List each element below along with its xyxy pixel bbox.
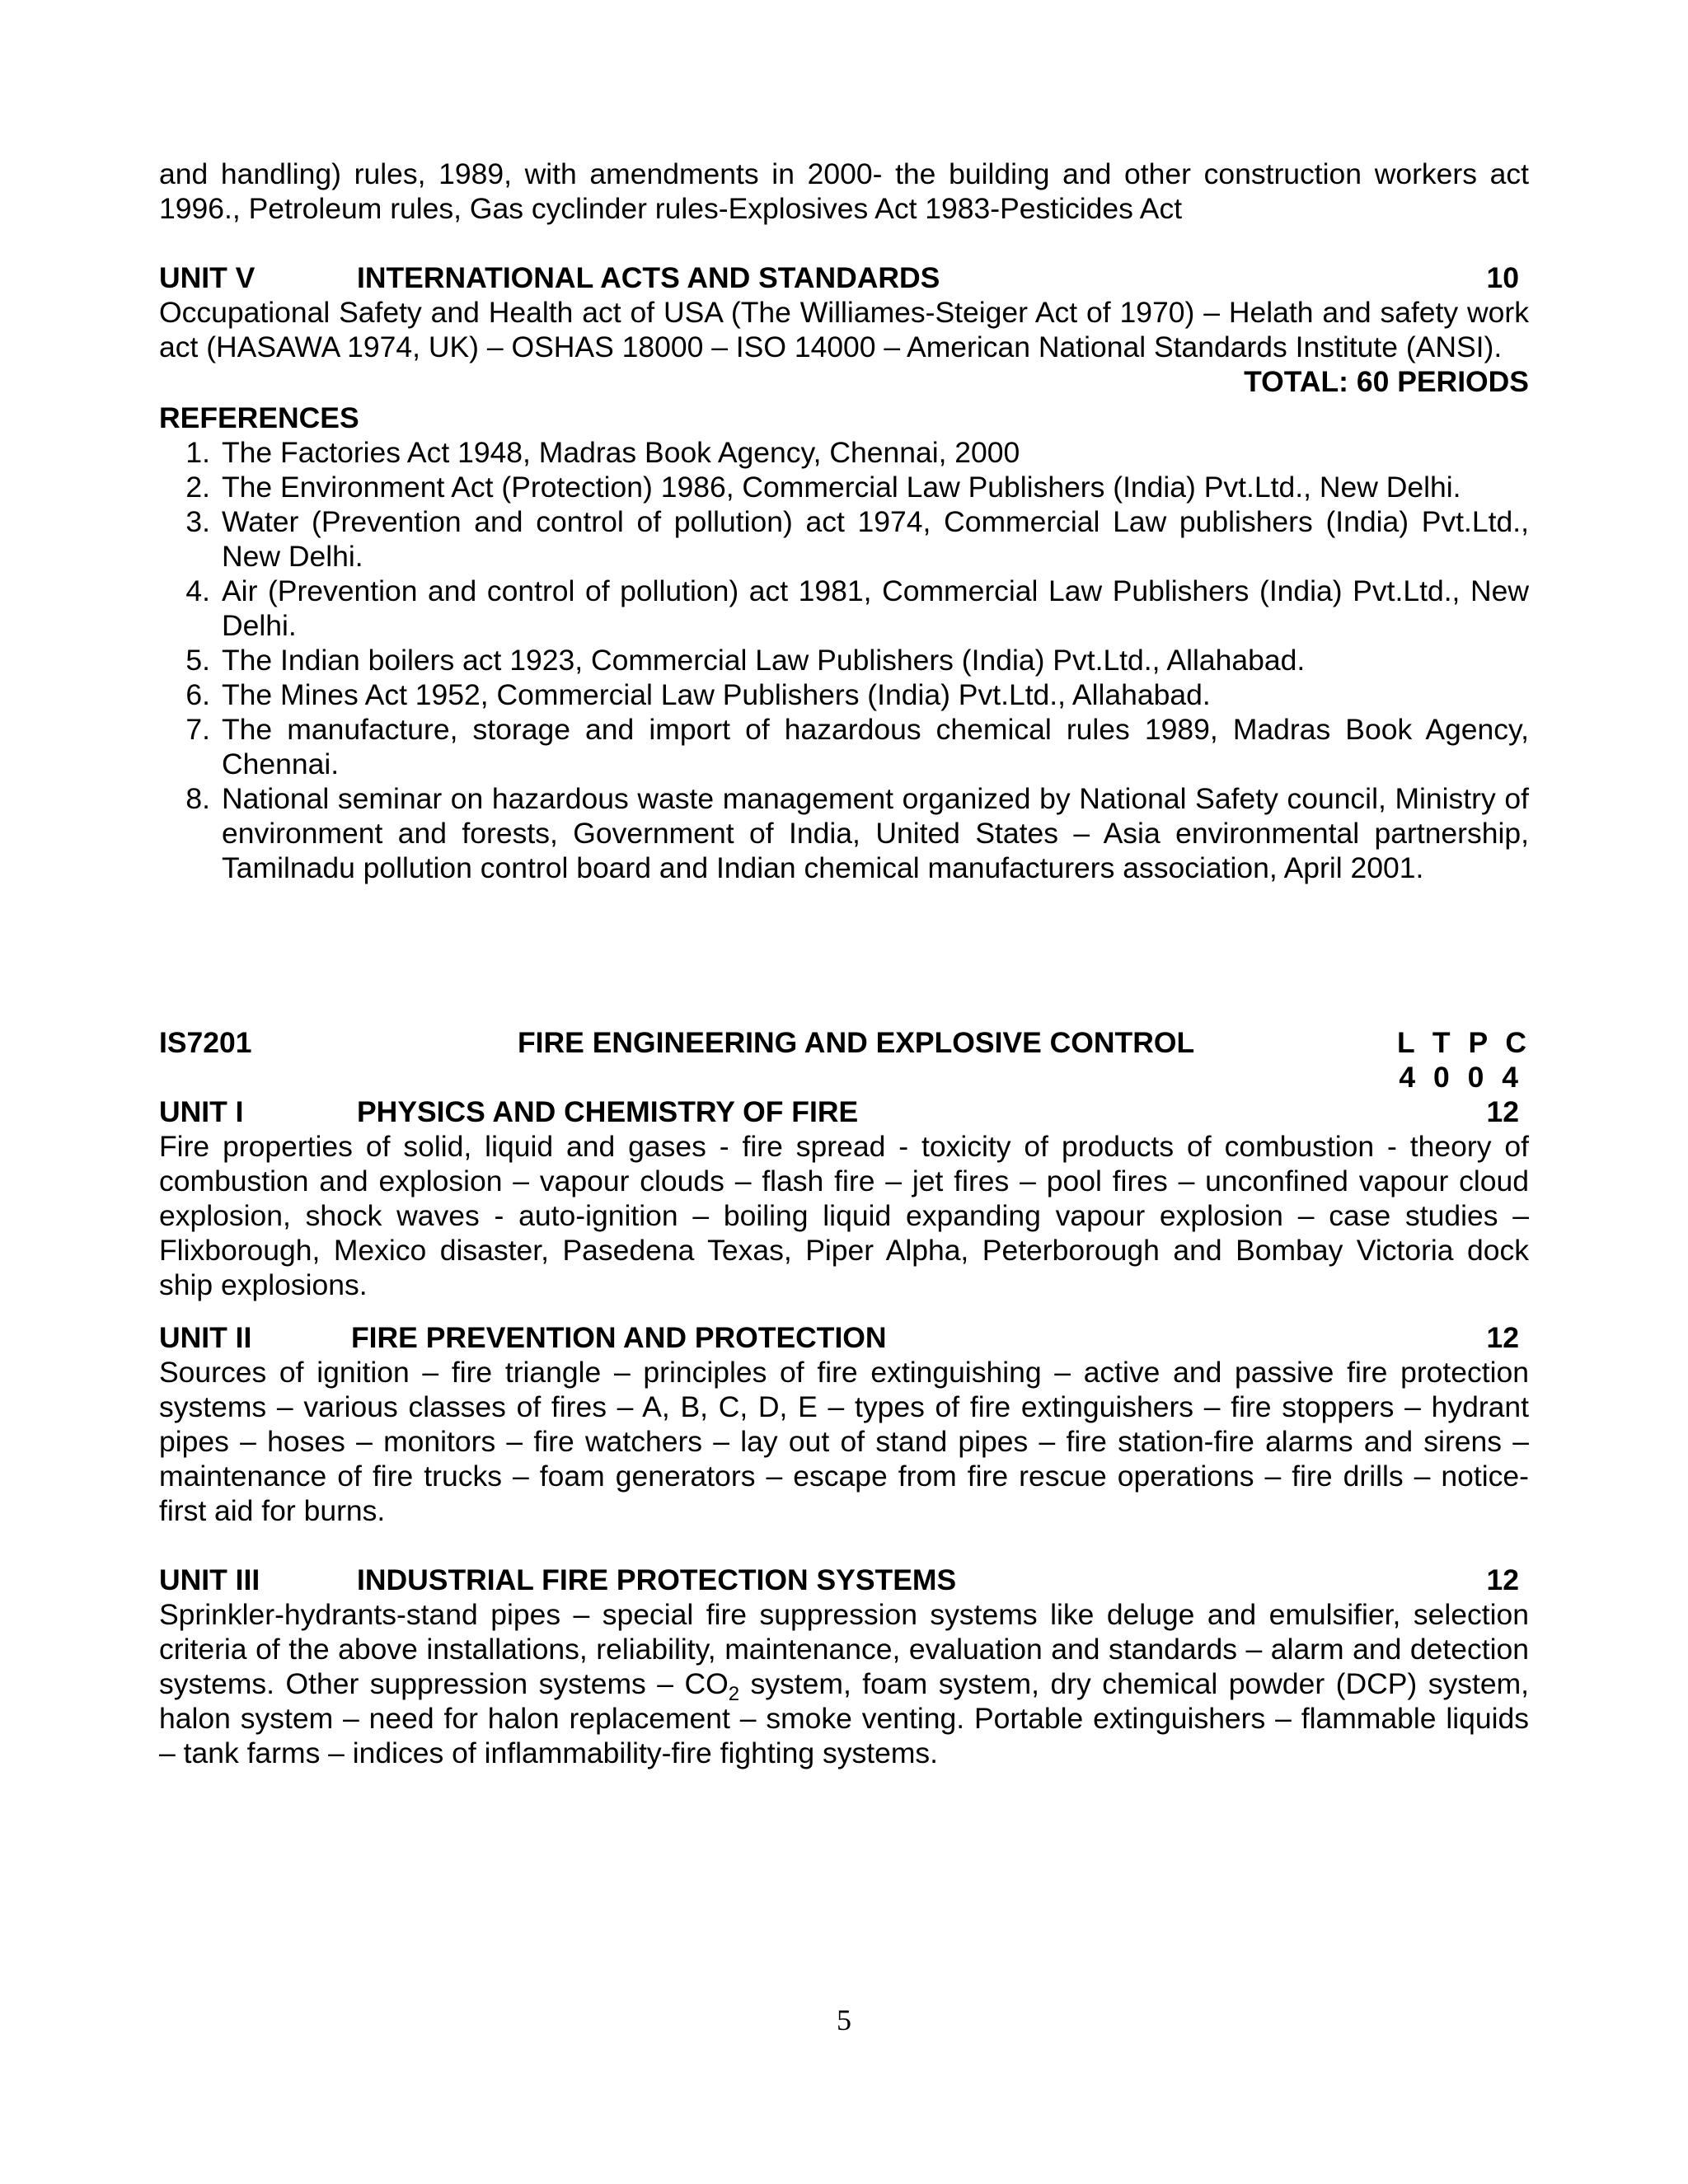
list-item: 2. The Environment Act (Protection) 1986, Commercial Law Publishers (India) Pvt.Ltd., New Delhi. (185, 471, 1461, 504)
list-item: 7. The manufacture, storage and import of hazardous chemical rules 1989, Madras Book Agency, Chennai. (185, 713, 1529, 780)
unit-i-heading (159, 1094, 1529, 1129)
unit-title: PHYSICS AND CHEMISTRY OF FIRE (357, 1095, 859, 1128)
unit-title: INDUSTRIAL FIRE PROTECTION SYSTEMS (357, 1563, 957, 1596)
unit-hours: 12 (1486, 1563, 1519, 1596)
page-number: 5 (837, 2004, 851, 2036)
list-item: 1. The Factories Act 1948, Madras Book Agency, Chennai, 2000 (185, 436, 1020, 469)
course-code: IS7201 (159, 1026, 252, 1059)
unit-hours: 12 (1486, 1095, 1519, 1128)
unit-ii-body: Sources of ignition – fire triangle – principles of fire extinguishing – active and passive fire protection systems – various classes of fires – A, B, C, D, E – types of fire extinguishers – fire stoppers – hydrant pipes – hoses – monitors – fire watchers – lay out of stand pipes – fire station-fire alarms and sirens – maintenance of fire trucks – foam generators – escape from fire rescue operations – fire drills – notice-first aid for burns. (159, 1356, 1529, 1527)
course-heading (159, 1025, 1529, 1060)
course-title: FIRE ENGINEERING AND EXPLOSIVE CONTROL (518, 1026, 1195, 1059)
unit-ii-heading (159, 1320, 1529, 1355)
unit-v-heading (159, 260, 1529, 295)
unit-i-body: Fire properties of solid, liquid and gases - fire spread - toxicity of products of combustion - theory of combustion and explosion – vapour clouds – flash fire – jet fires – pool fires – unconfined vapour cloud explosion, shock waves - auto-ignition – boiling liquid expanding vapour explosion – case studies – Flixborough, Mexico disaster, Pasedena Texas, Piper Alpha, Peterborough and Bombay Victoria dock ship explosions. (159, 1130, 1529, 1301)
unit-label: UNIT I (159, 1095, 244, 1128)
unit-label: UNIT V (159, 261, 256, 294)
unit-hours: 12 (1486, 1321, 1519, 1354)
total-periods: TOTAL: 60 PERIODS (1244, 365, 1529, 398)
list-item: 3. Water (Prevention and control of pollution) act 1974, Commercial Law publishers (India) Pvt.Ltd., New Delhi. (185, 505, 1529, 573)
unit-v-body: Occupational Safety and Health act of USA (The Williames-Steiger Act of 1970) – Helath and safety work act (HASAWA 1974, UK) – OSHAS 18000 – ISO 14000 – American National Standards Institute (ANSI). (159, 296, 1529, 363)
document-page (159, 157, 1529, 1770)
list-item: 8. National seminar on hazardous waste management organized by National Safety council, Ministry of environment and forests, Government of India, United States – Asia environmental partnership, Tamilnadu pollution control board and Indian chemical manufacturers association, April 2001. (185, 782, 1529, 884)
unit-hours: 10 (1486, 261, 1519, 294)
unit-title: INTERNATIONAL ACTS AND STANDARDS (357, 261, 940, 294)
unit-title: FIRE PREVENTION AND PROTECTION (351, 1321, 887, 1354)
ltpc-labels: L T P C (1397, 1026, 1529, 1059)
ltpc-values: 4 0 0 4 (1399, 1061, 1521, 1094)
list-item: 6. The Mines Act 1952, Commercial Law Publishers (India) Pvt.Ltd., Allahabad. (185, 678, 1211, 711)
unit-label: UNIT II (159, 1321, 252, 1354)
intro-paragraph: and handling) rules, 1989, with amendments in 2000- the building and other construction workers act 1996., Petroleum rules, Gas cyclinder rules-Explosives Act 1983-Pesticides Act (159, 157, 1529, 225)
unit-iii-heading (159, 1563, 1529, 1597)
unit-iii-body: Sprinkler-hydrants-stand pipes – special fire suppression systems like deluge and emulsifier, selection criteria of the above installations, reliability, maintenance, evaluation and standards – alarm and detection systems. Other suppression systems – $CO_2$ system, foam system, dry chemical powder (DCP) system, halon system – need for halon replacement – smoke venting. Portable extinguishers – flammable liquids – tank farms – indices of inflammability-fire fighting systems. (159, 1598, 1530, 1769)
list-item: 4. Air (Prevention and control of pollution) act 1981, Commercial Law Publishers (India) Pvt.Ltd., New Delhi. (185, 574, 1529, 642)
unit-label: UNIT III (159, 1563, 260, 1596)
references-heading: REFERENCES (159, 401, 359, 434)
references-list (159, 435, 1529, 885)
list-item: 5. The Indian boilers act 1923, Commercial Law Publishers (India) Pvt.Ltd., Allahabad. (185, 644, 1306, 677)
